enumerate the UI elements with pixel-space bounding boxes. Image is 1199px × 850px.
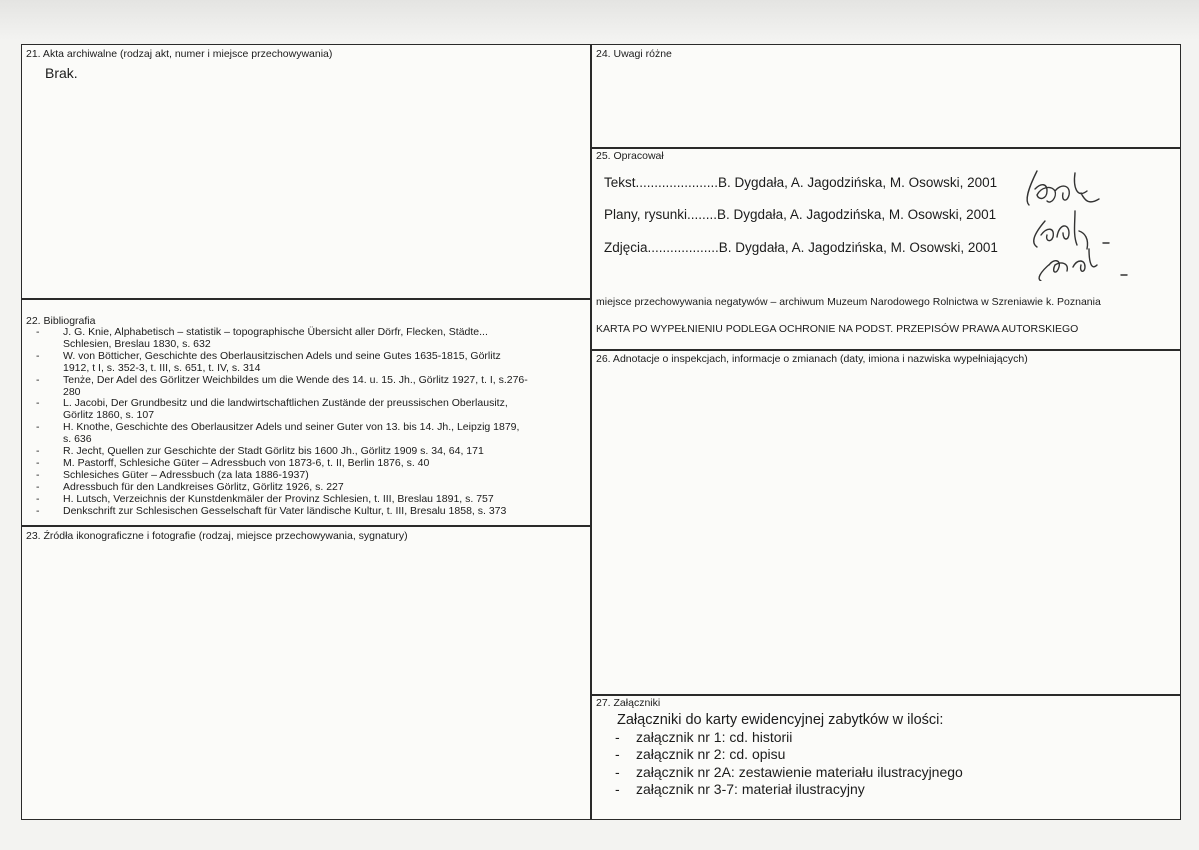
section-21-label: 21. Akta archiwalne (rodzaj akt, numer i miejsce przechowywania) bbox=[26, 48, 333, 60]
divider-21-22 bbox=[22, 298, 591, 300]
bullet-dash: - bbox=[615, 781, 620, 798]
section-21-value: Brak. bbox=[45, 65, 78, 81]
copyright-note: KARTA PO WYPEŁNIENIU PODLEGA OCHRONIE NA PODST. PRZEPISÓW PRAWA AUTORSKIEGO bbox=[596, 323, 1079, 335]
attachments-section bbox=[594, 711, 1154, 799]
bullet-dash: - bbox=[36, 504, 40, 517]
bibliography-item bbox=[26, 494, 582, 506]
section-25-label: 25. Opracował bbox=[596, 150, 664, 162]
author-row-authors: B. Dygdała, A. Jagodzińska, M. Osowski, 2001 bbox=[718, 175, 998, 190]
divider-25-26 bbox=[590, 349, 1180, 351]
divider-26-27 bbox=[590, 694, 1180, 696]
bib-line: J. G. Knie, Alphabetisch – statistik – topographische Übersicht aller Dörfr, Flecken, Städte... bbox=[63, 326, 488, 338]
bullet-dash: - bbox=[36, 397, 40, 410]
author-row-label: Tekst bbox=[604, 175, 636, 190]
attachments-list bbox=[594, 729, 1154, 799]
bibliography-item bbox=[26, 398, 582, 422]
bibliography-section bbox=[26, 315, 582, 518]
bib-line: Schlesiches Güter – Adressbuch (za lata 1886-1937) bbox=[63, 468, 309, 481]
section-27-label: 27. Załączniki bbox=[596, 697, 661, 709]
bib-line: Görlitz 1860, s. 107 bbox=[63, 409, 155, 422]
attachment-item bbox=[594, 746, 1154, 763]
bib-line: Adressbuch für den Landkreises Görlitz, Görlitz 1926, s. 227 bbox=[63, 480, 344, 493]
bullet-dash: - bbox=[36, 456, 40, 469]
bib-line: Tenże, Der Adel des Görlitzer Weichbildes um die Wende des 14. u. 15. Jh., Görlitz 1927, t. I, s.276- bbox=[63, 373, 528, 386]
bib-line: 280 bbox=[63, 385, 81, 398]
bullet-dash: - bbox=[36, 480, 40, 493]
handwritten-signatures bbox=[1017, 161, 1137, 281]
bullet-dash: - bbox=[615, 729, 620, 745]
bib-line: 1912, t I, s. 352-3, t. III, s. 651, t. IV, s. 314 bbox=[63, 361, 261, 374]
bib-line: s. 636 bbox=[63, 433, 92, 446]
bullet-dash: - bbox=[615, 763, 620, 780]
section-26-label: 26. Adnotacje o inspekcjach, informacje o zmianach (daty, imiona i nazwiska wypełniających) bbox=[596, 353, 1028, 365]
bullet-dash: - bbox=[36, 421, 40, 434]
bib-line: W. von Bötticher, Geschichte des Oberlausitzischen Adels und seine Gutes 1635-1815, Görlitz bbox=[63, 349, 501, 362]
attachment-item bbox=[594, 729, 1154, 746]
scan-shadow bbox=[0, 0, 1199, 40]
bullet-dash: - bbox=[615, 746, 620, 763]
center-divider bbox=[590, 45, 592, 819]
bib-line: Schlesien, Breslau 1830, s. 632 bbox=[63, 337, 211, 350]
bibliography-list bbox=[26, 327, 582, 518]
bullet-dash: - bbox=[36, 445, 40, 458]
bibliography-item bbox=[26, 375, 582, 399]
bullet-dash: - bbox=[36, 373, 40, 386]
bullet-dash: - bbox=[36, 492, 40, 505]
author-row-label: Plany, rysunki bbox=[604, 207, 688, 222]
bibliography-item bbox=[26, 482, 582, 494]
divider-22-23 bbox=[22, 525, 591, 527]
author-row-authors: B. Dygdała, A. Jagodzińska, M. Osowski, 2001 bbox=[718, 240, 998, 255]
bib-line: R. Jecht, Quellen zur Geschichte der Stadt Görlitz bis 1600 Jh., Görlitz 1909 s. 34, 64, 171 bbox=[63, 445, 484, 458]
attachment-text: załącznik nr 1: cd. historii bbox=[636, 729, 793, 745]
attachments-title: Załączniki do karty ewidencyjnej zabytków w ilości: bbox=[617, 712, 944, 728]
bibliography-item bbox=[26, 422, 582, 446]
bibliography-item bbox=[26, 470, 582, 482]
bibliography-item bbox=[26, 506, 582, 518]
author-row-dots: ........ bbox=[687, 207, 718, 222]
bib-line: Denkschrift zur Schlesischen Gesselschaft für Vater ländische Kultur, t. III, Bresalu 1858, s. 373 bbox=[63, 504, 507, 517]
bib-line: H. Lutsch, Verzeichnis der Kunstdenkmäler der Provinz Schlesien, t. III, Breslau 1891, s. 757 bbox=[63, 492, 494, 505]
record-card-form bbox=[21, 44, 1181, 820]
attachment-text: załącznik nr 2: cd. opisu bbox=[636, 746, 786, 763]
author-row-authors: B. Dygdała, A. Jagodzińska, M. Osowski, 2001 bbox=[717, 207, 997, 222]
bibliography-item bbox=[26, 351, 582, 375]
section-23-label: 23. Źródła ikonograficzne i fotografie (rodzaj, miejsce przechowywania, sygnatury) bbox=[26, 530, 408, 542]
attachment-text: załącznik nr 3-7: materiał ilustracyjny bbox=[636, 781, 865, 798]
author-row-drawings bbox=[604, 207, 996, 223]
section-22-label: 22. Bibliografia bbox=[26, 315, 96, 327]
negatives-storage-note: miejsce przechowywania negatywów – archiwum Muzeum Narodowego Rolnictwa w Szreniawie k. Poznania bbox=[596, 296, 1101, 308]
bib-line: L. Jacobi, Der Grundbesitz und die landwirtschaftlichen Zustände der preussischen Oberlausitz, bbox=[63, 397, 508, 410]
section-24-label: 24. Uwagi różne bbox=[596, 48, 672, 60]
attachment-item bbox=[594, 781, 1154, 798]
attachment-text: załącznik nr 2A: zestawienie materiału ilustracyjnego bbox=[636, 763, 963, 780]
bullet-dash: - bbox=[36, 468, 40, 481]
author-row-photos bbox=[604, 240, 998, 256]
bibliography-item bbox=[26, 327, 582, 351]
author-row-label: Zdjęcia bbox=[604, 240, 648, 255]
bib-line: M. Pastorff, Schlesiche Güter – Adressbuch von 1873-6, t. II, Berlin 1876, s. 40 bbox=[63, 456, 430, 469]
author-row-text bbox=[604, 175, 997, 191]
author-row-dots: ................... bbox=[647, 240, 719, 255]
bullet-dash: - bbox=[36, 349, 40, 362]
bullet-dash: - bbox=[36, 326, 40, 338]
author-row-dots: ...................... bbox=[635, 175, 719, 190]
attachment-item bbox=[594, 764, 1154, 781]
divider-24-25 bbox=[590, 147, 1180, 149]
bib-line: H. Knothe, Geschichte des Oberlausitzer Adels und seiner Guter von 13. bis 14. Jh., Leipzig 1879, bbox=[63, 421, 520, 434]
